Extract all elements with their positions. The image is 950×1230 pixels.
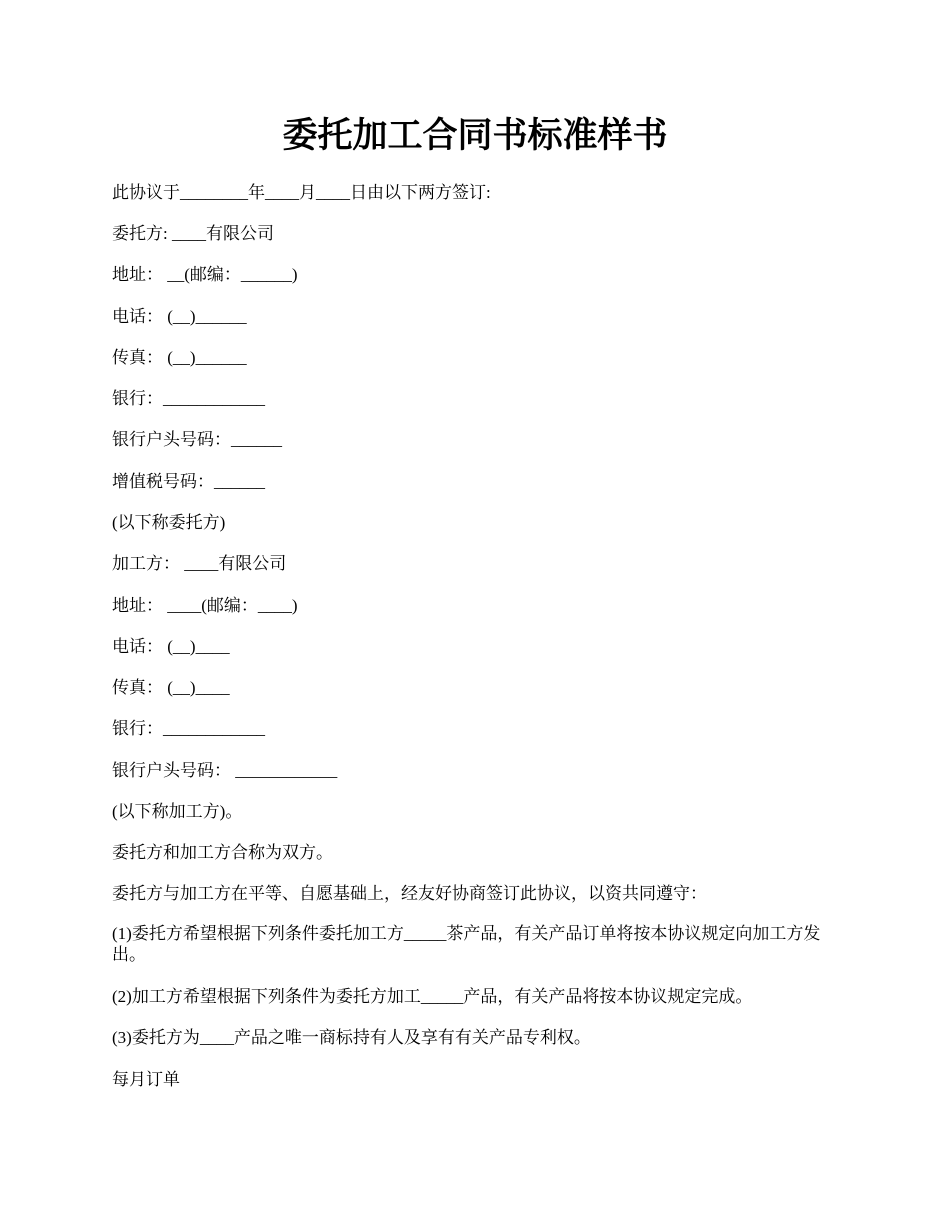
paragraph-client-bank: 银行：____________ (112, 389, 265, 408)
paragraph-agreement-preamble: 委托方与加工方在平等、自愿基础上，经友好协商签订此协议，以资共同遵守： (112, 884, 707, 903)
document-title: 委托加工合同书标准样书 (282, 115, 668, 156)
paragraph-signing-date: 此协议于________年____月____日由以下两方签订: (112, 183, 491, 202)
paragraph-processor-phone: 电话： (__)____ (112, 637, 230, 656)
paragraph-client-address: 地址： __(邮编：______) (112, 265, 298, 284)
paragraph-processor-name: 加工方： ____有限公司 (112, 554, 287, 573)
paragraph-client-designation: (以下称委托方) (112, 513, 226, 532)
paragraph-clause-2: (2)加工方希望根据下列条件为委托方加工_____产品，有关产品将按本协议规定完成。 (112, 987, 753, 1006)
paragraph-client-tax-number: 增值税号码：______ (112, 472, 265, 491)
paragraph-processor-bank: 银行：____________ (112, 719, 265, 738)
paragraph-parties-definition: 委托方和加工方合称为双方。 (112, 843, 333, 862)
paragraph-clause-1: (1)委托方希望根据下列条件委托加工方_____茶产品，有关产品订单将按本协议规定向加工方发出。 (112, 924, 821, 964)
paragraph-monthly-orders: 每月订单 (112, 1070, 180, 1089)
paragraph-processor-address: 地址： ____(邮编：____) (112, 596, 298, 615)
paragraph-client-phone: 电话： (__)______ (112, 307, 247, 326)
paragraph-clause-3: (3)委托方为____产品之唯一商标持有人及享有有关产品专利权。 (112, 1028, 591, 1047)
paragraph-processor-account: 银行户头号码： ____________ (112, 761, 338, 780)
paragraph-client-account: 银行户头号码：______ (112, 430, 282, 449)
paragraph-client-fax: 传真： (__)______ (112, 348, 247, 367)
paragraph-processor-designation: (以下称加工方)。 (112, 802, 243, 821)
paragraph-client-name: 委托方: ____有限公司 (112, 224, 274, 243)
paragraph-processor-fax: 传真： (__)____ (112, 678, 230, 697)
